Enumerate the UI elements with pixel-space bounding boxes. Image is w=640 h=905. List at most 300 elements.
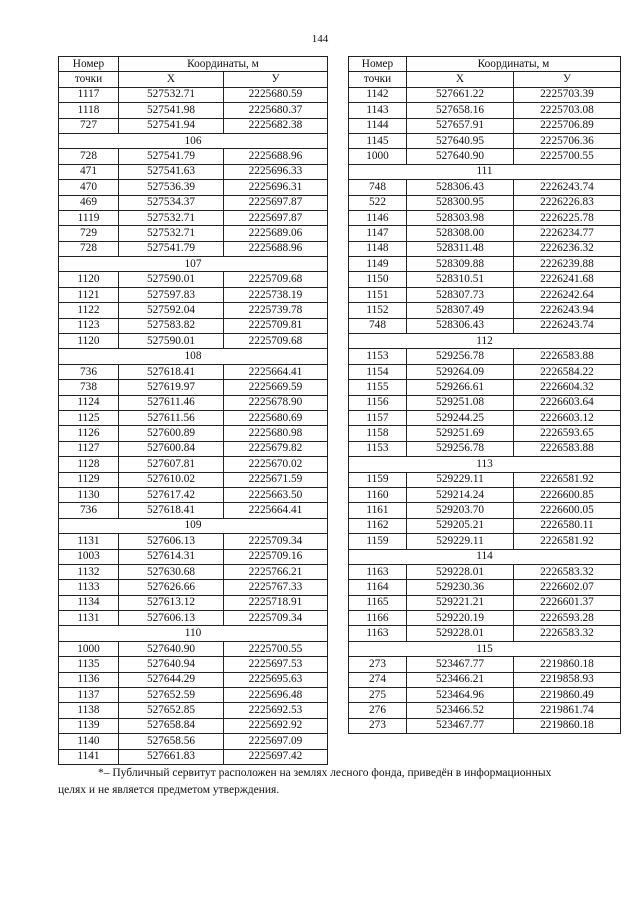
coord-y: 2225703.08 xyxy=(514,103,621,118)
coord-x: 529251.69 xyxy=(407,426,514,441)
point-number: 748 xyxy=(349,180,407,195)
point-number: 1131 xyxy=(59,534,119,549)
point-number: 1153 xyxy=(349,441,407,456)
section-label: 107 xyxy=(59,257,328,272)
header-number: Номер xyxy=(349,57,407,72)
table-row xyxy=(59,364,328,379)
coord-x: 527541.63 xyxy=(119,164,224,179)
point-number: 1129 xyxy=(59,472,119,487)
point-number: 1166 xyxy=(349,611,407,626)
point-number: 1123 xyxy=(59,318,119,333)
coord-y: 2225680.98 xyxy=(224,426,328,441)
coord-y: 2225696.48 xyxy=(224,688,328,703)
coord-x: 527532.71 xyxy=(119,210,224,225)
coord-x: 527607.81 xyxy=(119,457,224,472)
point-number: 1000 xyxy=(59,641,119,656)
coord-x: 527534.37 xyxy=(119,195,224,210)
table-row xyxy=(59,180,328,195)
point-number: 275 xyxy=(349,688,407,703)
table-row xyxy=(59,749,328,764)
point-number: 1161 xyxy=(349,503,407,518)
coord-x: 528309.88 xyxy=(407,257,514,272)
coord-y: 2225706.36 xyxy=(514,133,621,148)
point-number: 1125 xyxy=(59,410,119,425)
coord-y: 2225697.09 xyxy=(224,734,328,749)
table-row xyxy=(59,272,328,287)
table-row xyxy=(349,149,621,164)
coord-y: 2226600.85 xyxy=(514,487,621,502)
coord-x: 529256.78 xyxy=(407,441,514,456)
table-row xyxy=(59,580,328,595)
coord-y: 2225738.19 xyxy=(224,287,328,302)
coord-y: 2225679.82 xyxy=(224,441,328,456)
point-number: 728 xyxy=(59,241,119,256)
coord-x: 529264.09 xyxy=(407,364,514,379)
coord-y: 2225766.21 xyxy=(224,564,328,579)
coord-y: 2226581.92 xyxy=(514,534,621,549)
coord-x: 529205.21 xyxy=(407,518,514,533)
point-number: 1134 xyxy=(59,595,119,610)
coord-x: 528300.95 xyxy=(407,195,514,210)
point-number: 727 xyxy=(59,118,119,133)
coord-y: 2225680.37 xyxy=(224,103,328,118)
point-number: 1156 xyxy=(349,395,407,410)
table-row xyxy=(59,395,328,410)
coord-y: 2226603.12 xyxy=(514,410,621,425)
coord-x: 529244.25 xyxy=(407,410,514,425)
table-row xyxy=(349,103,621,118)
table-row xyxy=(59,472,328,487)
coord-y: 2219861.74 xyxy=(514,703,621,718)
point-number: 1139 xyxy=(59,718,119,733)
coord-x: 527644.29 xyxy=(119,672,224,687)
table-row xyxy=(59,380,328,395)
coord-y: 2225709.34 xyxy=(224,534,328,549)
coordinates-table-left xyxy=(58,56,328,765)
coord-x: 523466.52 xyxy=(407,703,514,718)
table-row xyxy=(59,595,328,610)
point-number: 1143 xyxy=(349,103,407,118)
coord-x: 529214.24 xyxy=(407,487,514,502)
coord-x: 527541.79 xyxy=(119,241,224,256)
coord-y: 2225688.96 xyxy=(224,241,328,256)
coord-y: 2226226.83 xyxy=(514,195,621,210)
point-number: 738 xyxy=(59,380,119,395)
section-header-row xyxy=(59,257,328,272)
table-row xyxy=(59,410,328,425)
table-row xyxy=(349,395,621,410)
coord-x: 523467.77 xyxy=(407,657,514,672)
coord-y: 2226242.64 xyxy=(514,287,621,302)
point-number: 1153 xyxy=(349,349,407,364)
coord-y: 2219860.18 xyxy=(514,718,621,733)
coord-x: 529230.36 xyxy=(407,580,514,595)
table-row xyxy=(59,564,328,579)
coord-x: 529220.19 xyxy=(407,611,514,626)
section-header-row xyxy=(349,641,621,656)
table-row xyxy=(59,103,328,118)
point-number: 522 xyxy=(349,195,407,210)
point-number: 1157 xyxy=(349,410,407,425)
coord-y: 2225709.34 xyxy=(224,611,328,626)
coord-y: 2225682.38 xyxy=(224,118,328,133)
coord-y: 2225700.55 xyxy=(514,149,621,164)
footnote-line-1: *– Публичный сервитут расположен на землях лесного фонда, приведён в информационных xyxy=(98,767,552,779)
coord-x: 527606.13 xyxy=(119,611,224,626)
table-row xyxy=(59,611,328,626)
coord-x: 527619.97 xyxy=(119,380,224,395)
coord-y: 2225700.55 xyxy=(224,641,328,656)
coord-y: 2225709.68 xyxy=(224,334,328,349)
coord-y: 2225664.41 xyxy=(224,503,328,518)
coord-y: 2225680.59 xyxy=(224,87,328,102)
point-number: 1142 xyxy=(349,87,407,102)
coord-x: 529228.01 xyxy=(407,564,514,579)
coord-x: 528303.98 xyxy=(407,210,514,225)
coord-x: 528306.43 xyxy=(407,318,514,333)
point-number: 469 xyxy=(59,195,119,210)
section-label: 112 xyxy=(349,334,621,349)
table-row xyxy=(349,210,621,225)
point-number: 1120 xyxy=(59,272,119,287)
header-x: X xyxy=(407,72,514,87)
coord-x: 523467.77 xyxy=(407,718,514,733)
table-row xyxy=(349,688,621,703)
coord-x: 527618.41 xyxy=(119,503,224,518)
coord-x: 527630.68 xyxy=(119,564,224,579)
coord-y: 2226243.74 xyxy=(514,318,621,333)
point-number: 1150 xyxy=(349,272,407,287)
point-number: 1003 xyxy=(59,549,119,564)
section-label: 106 xyxy=(59,133,328,148)
table-row xyxy=(349,410,621,425)
header-number-line2: точки xyxy=(349,72,407,87)
table-row xyxy=(349,380,621,395)
coord-x: 527618.41 xyxy=(119,364,224,379)
coord-x: 528306.43 xyxy=(407,180,514,195)
table-row xyxy=(59,87,328,102)
coord-x: 527583.82 xyxy=(119,318,224,333)
table-row xyxy=(349,287,621,302)
coord-x: 527590.01 xyxy=(119,334,224,349)
point-number: 1127 xyxy=(59,441,119,456)
coord-y: 2225692.53 xyxy=(224,703,328,718)
coord-x: 527640.95 xyxy=(407,133,514,148)
table-row xyxy=(59,503,328,518)
point-number: 1151 xyxy=(349,287,407,302)
coord-y: 2225680.69 xyxy=(224,410,328,425)
point-number: 736 xyxy=(59,503,119,518)
point-number: 1135 xyxy=(59,657,119,672)
table-row xyxy=(349,195,621,210)
table-row xyxy=(349,611,621,626)
table-row xyxy=(59,718,328,733)
table-row xyxy=(59,688,328,703)
table-row xyxy=(59,641,328,656)
header-x: X xyxy=(119,72,224,87)
table-row xyxy=(349,303,621,318)
point-number: 1160 xyxy=(349,487,407,502)
coord-x: 527590.01 xyxy=(119,272,224,287)
table-row xyxy=(59,287,328,302)
point-number: 736 xyxy=(59,364,119,379)
table-row xyxy=(59,487,328,502)
table-row xyxy=(349,564,621,579)
coord-y: 2225709.16 xyxy=(224,549,328,564)
coord-x: 527661.22 xyxy=(407,87,514,102)
point-number: 1155 xyxy=(349,380,407,395)
section-header-row xyxy=(349,164,621,179)
footnote-line-2: целях и не является предметом утверждения. xyxy=(58,784,280,796)
header-y: У xyxy=(514,72,621,87)
header-coordinates: Координаты, м xyxy=(119,57,328,72)
point-number: 1141 xyxy=(59,749,119,764)
table-row xyxy=(59,734,328,749)
table-row xyxy=(349,318,621,333)
table-row xyxy=(59,534,328,549)
point-number: 748 xyxy=(349,318,407,333)
coord-y: 2225696.31 xyxy=(224,180,328,195)
section-label: 113 xyxy=(349,457,621,472)
point-number: 274 xyxy=(349,672,407,687)
point-number: 1000 xyxy=(349,149,407,164)
coord-y: 2226243.94 xyxy=(514,303,621,318)
point-number: 1130 xyxy=(59,487,119,502)
coord-y: 2226225.78 xyxy=(514,210,621,225)
coord-x: 529229.11 xyxy=(407,472,514,487)
table-row xyxy=(59,210,328,225)
coord-x: 527532.71 xyxy=(119,87,224,102)
point-number: 1152 xyxy=(349,303,407,318)
coord-y: 2219858.93 xyxy=(514,672,621,687)
coord-y: 2226604.32 xyxy=(514,380,621,395)
point-number: 1148 xyxy=(349,241,407,256)
coord-x: 528307.73 xyxy=(407,287,514,302)
table-row xyxy=(59,195,328,210)
point-number: 1120 xyxy=(59,334,119,349)
coord-y: 2225689.06 xyxy=(224,226,328,241)
point-number: 1145 xyxy=(349,133,407,148)
point-number: 1133 xyxy=(59,580,119,595)
table-row xyxy=(59,657,328,672)
coord-x: 527541.94 xyxy=(119,118,224,133)
coord-y: 2225709.68 xyxy=(224,272,328,287)
coord-x: 527600.89 xyxy=(119,426,224,441)
coord-x: 527600.84 xyxy=(119,441,224,456)
coord-y: 2225767.33 xyxy=(224,580,328,595)
section-label: 111 xyxy=(349,164,621,179)
coord-x: 528308.00 xyxy=(407,226,514,241)
coord-y: 2226584.22 xyxy=(514,364,621,379)
section-header-row xyxy=(349,549,621,564)
point-number: 1159 xyxy=(349,534,407,549)
table-row xyxy=(59,549,328,564)
table-row xyxy=(349,487,621,502)
table-row xyxy=(349,703,621,718)
point-number: 1119 xyxy=(59,210,119,225)
table-row xyxy=(59,226,328,241)
coord-y: 2225739.78 xyxy=(224,303,328,318)
coord-y: 2226580.11 xyxy=(514,518,621,533)
coordinates-table-right xyxy=(348,56,621,734)
coord-y: 2226603.64 xyxy=(514,395,621,410)
coord-x: 527658.84 xyxy=(119,718,224,733)
table-row xyxy=(349,87,621,102)
table-row xyxy=(349,718,621,733)
table-row xyxy=(59,703,328,718)
point-number: 471 xyxy=(59,164,119,179)
coord-y: 2225678.90 xyxy=(224,395,328,410)
coord-x: 529221.21 xyxy=(407,595,514,610)
coord-x: 527536.39 xyxy=(119,180,224,195)
coord-x: 528307.49 xyxy=(407,303,514,318)
coord-x: 529229.11 xyxy=(407,534,514,549)
footnote xyxy=(58,765,618,799)
coord-y: 2226583.32 xyxy=(514,564,621,579)
coord-x: 528311.48 xyxy=(407,241,514,256)
coord-y: 2226583.88 xyxy=(514,441,621,456)
point-number: 1154 xyxy=(349,364,407,379)
table-row xyxy=(349,133,621,148)
coord-x: 527532.71 xyxy=(119,226,224,241)
coord-y: 2225670.02 xyxy=(224,457,328,472)
table-row xyxy=(349,426,621,441)
point-number: 1138 xyxy=(59,703,119,718)
table-row xyxy=(349,349,621,364)
coord-y: 2225718.91 xyxy=(224,595,328,610)
coord-y: 2226601.37 xyxy=(514,595,621,610)
table-row xyxy=(349,226,621,241)
section-label: 109 xyxy=(59,518,328,533)
header-number-line2: точки xyxy=(59,72,119,87)
point-number: 1136 xyxy=(59,672,119,687)
coord-x: 527610.02 xyxy=(119,472,224,487)
coord-y: 2226602.07 xyxy=(514,580,621,595)
coord-x: 529256.78 xyxy=(407,349,514,364)
header-y: У xyxy=(224,72,328,87)
coord-x: 527658.56 xyxy=(119,734,224,749)
page-number: 144 xyxy=(311,33,329,45)
point-number: 728 xyxy=(59,149,119,164)
table-row xyxy=(59,241,328,256)
table-row xyxy=(349,580,621,595)
coord-x: 527658.16 xyxy=(407,103,514,118)
table-row xyxy=(59,118,328,133)
coord-x: 528310.51 xyxy=(407,272,514,287)
point-number: 1126 xyxy=(59,426,119,441)
point-number: 1144 xyxy=(349,118,407,133)
point-number: 1159 xyxy=(349,472,407,487)
table-row xyxy=(59,441,328,456)
coord-x: 527657.91 xyxy=(407,118,514,133)
section-header-row xyxy=(59,626,328,641)
coord-y: 2226583.88 xyxy=(514,349,621,364)
section-header-row xyxy=(59,349,328,364)
table-row xyxy=(59,334,328,349)
point-number: 1128 xyxy=(59,457,119,472)
coord-y: 2226593.65 xyxy=(514,426,621,441)
table-row xyxy=(349,672,621,687)
coord-y: 2225703.39 xyxy=(514,87,621,102)
point-number: 1164 xyxy=(349,580,407,595)
table-row xyxy=(349,518,621,533)
table-row xyxy=(349,472,621,487)
point-number: 1158 xyxy=(349,426,407,441)
coord-x: 527640.90 xyxy=(407,149,514,164)
coord-y: 2219860.18 xyxy=(514,657,621,672)
table-row xyxy=(349,364,621,379)
point-number: 1122 xyxy=(59,303,119,318)
coord-x: 527611.56 xyxy=(119,410,224,425)
section-label: 108 xyxy=(59,349,328,364)
table-row xyxy=(59,457,328,472)
coord-x: 527614.31 xyxy=(119,549,224,564)
coord-x: 527541.98 xyxy=(119,103,224,118)
coord-x: 527592.04 xyxy=(119,303,224,318)
coord-x: 527652.85 xyxy=(119,703,224,718)
point-number: 1163 xyxy=(349,564,407,579)
coord-y: 2226243.74 xyxy=(514,180,621,195)
coord-y: 2225697.53 xyxy=(224,657,328,672)
header-number: Номер xyxy=(59,57,119,72)
coord-x: 527606.13 xyxy=(119,534,224,549)
section-label: 110 xyxy=(59,626,328,641)
header-coordinates: Координаты, м xyxy=(407,57,621,72)
coord-x: 523464.96 xyxy=(407,688,514,703)
point-number: 1124 xyxy=(59,395,119,410)
point-number: 1132 xyxy=(59,564,119,579)
coord-y: 2225697.87 xyxy=(224,210,328,225)
section-header-row xyxy=(349,334,621,349)
table-row xyxy=(59,318,328,333)
table-row xyxy=(59,303,328,318)
coord-y: 2226236.32 xyxy=(514,241,621,256)
section-label: 115 xyxy=(349,641,621,656)
point-number: 1149 xyxy=(349,257,407,272)
point-number: 1146 xyxy=(349,210,407,225)
table-row xyxy=(349,180,621,195)
section-header-row xyxy=(59,518,328,533)
coord-y: 2225692.92 xyxy=(224,718,328,733)
coord-x: 527611.46 xyxy=(119,395,224,410)
coord-x: 527640.94 xyxy=(119,657,224,672)
coord-y: 2225696.33 xyxy=(224,164,328,179)
coord-x: 527661.83 xyxy=(119,749,224,764)
point-number: 1140 xyxy=(59,734,119,749)
coord-x: 527541.79 xyxy=(119,149,224,164)
coord-y: 2226239.88 xyxy=(514,257,621,272)
table-row xyxy=(59,164,328,179)
coord-x: 527640.90 xyxy=(119,641,224,656)
table-row xyxy=(349,595,621,610)
point-number: 1118 xyxy=(59,103,119,118)
coord-y: 2225695.63 xyxy=(224,672,328,687)
coord-x: 527613.12 xyxy=(119,595,224,610)
section-label: 114 xyxy=(349,549,621,564)
coord-y: 2225709.81 xyxy=(224,318,328,333)
table-row xyxy=(349,118,621,133)
coord-x: 529251.08 xyxy=(407,395,514,410)
point-number: 1147 xyxy=(349,226,407,241)
point-number: 1163 xyxy=(349,626,407,641)
point-number: 1131 xyxy=(59,611,119,626)
coord-y: 2225669.59 xyxy=(224,380,328,395)
point-number: 1165 xyxy=(349,595,407,610)
coord-x: 529228.01 xyxy=(407,626,514,641)
point-number: 470 xyxy=(59,180,119,195)
coord-y: 2225706.89 xyxy=(514,118,621,133)
point-number: 1162 xyxy=(349,518,407,533)
